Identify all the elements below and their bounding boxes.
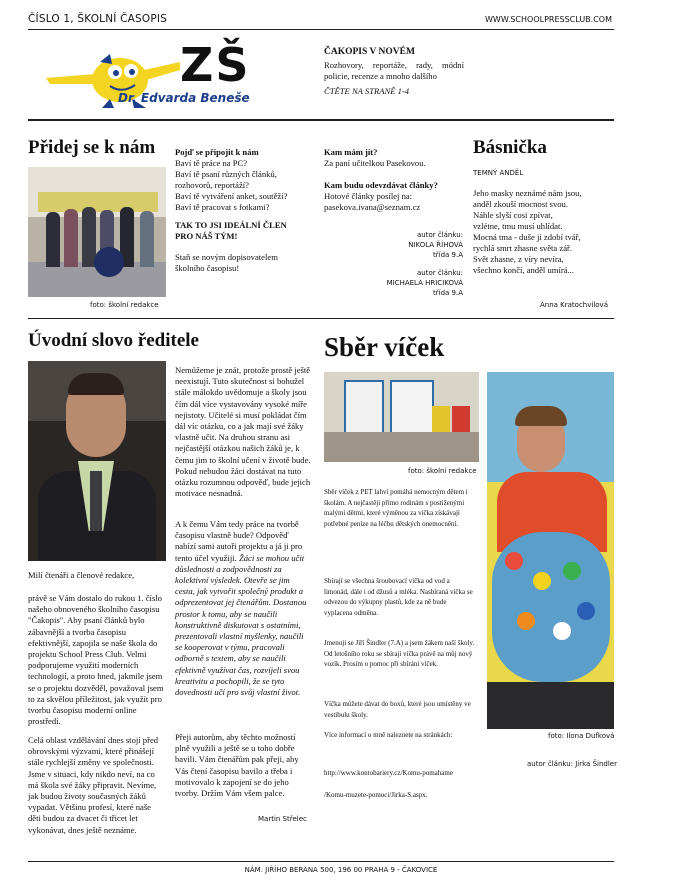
logo-letters: ZŠ	[180, 38, 251, 92]
join-callout: TAK TO JSI IDEÁLNÍ ČLEN PRO NÁŠ TÝM!	[175, 220, 287, 241]
poem-line: všechno končí, anděl umírá...	[473, 265, 574, 275]
join-line: Baví tě vytváření anket, soutěží?	[175, 191, 288, 201]
author-label: autor článku:	[416, 269, 463, 277]
issue-label: ČÍSLO 1, ŠKOLNÍ ČASOPIS	[28, 13, 168, 25]
director-col2-p2-italic: Žáci se mohou učit důslednosti a zodpovědnosti za kolektivní výsledek. Otevře se jim cesta, jak vytvořit společný produkt a odprezentovat jej čtenářům. Dostanou prostor k tomu, aby se naučili konstruktivně diskutovat s ostatními, prezentovali vlastní myšlenky, naučili se kooperovat v týmu, pracovali odborně s textem, aby se naučili efektivně využívat čas, rozvíjeli svou kreativitu a pochopili, že se tyto dovednosti učí pro svůj vlastní život.	[175, 552, 307, 698]
caps-caption-2: foto: Ilona Dufková	[548, 732, 615, 740]
footer-rule	[28, 861, 614, 862]
poem-heading: Básnička	[473, 137, 547, 158]
school-logo	[40, 38, 310, 108]
director-col1-p2: Celá oblast vzdělávání dnes stojí před obrovskými výzvami, které přinášejí stále rychlejší změny ve společnosti. Jsme v situaci, kdy nikdo neví, na co má škola své žáky připravit. Nevíme, jak budou životy současných žáků vypadat. Většinu profesí, které naše děti budou za dvacet či třicet let vykonávat, dnes ještě neznáme.	[28, 735, 159, 835]
director-col1-p1: právě se Vám dostalo do rukou 1. číslo našeho obnoveného školního časopisu "Čakopis". Aby psaní článků bylo zábavnější a tvorba časopisu efektivnější, zapojila se naše škola do projektu School Press Club. Velmi podporujeme využití moderních technologií, a proto hned, jakmile jsem se o projektu dozvěděl, považoval jsem to za skvělou příležitost, jak využít pro tvorbu časopisu moderní online prostředí.	[28, 593, 164, 727]
where-q2: Kam budu odevzdávat články?	[324, 180, 438, 190]
author-name: NIKOLA ŘÍHOVÁ	[408, 241, 463, 249]
logo-school-name: Dr. Edvarda Beneše	[118, 91, 250, 105]
caps-p2: Sbírají se všechna šroubovací víčka od vod a limonád, dále i od džusů a mléka. Nasbíraná víčka se odvezou do výkupny plastů, kde za ně bude vyplacena odměna.	[324, 577, 473, 617]
join-heading: Přidej se k nám	[28, 137, 156, 158]
caps-p5: Více informací o mně naleznete na stránkách:	[324, 731, 453, 739]
poem-author: Anna Kratochvílová	[540, 301, 608, 309]
caps-link-1[interactable]: http://www.kontobariery.cz/Komu-pomahame	[324, 769, 453, 777]
jiri-photo	[487, 372, 614, 729]
join-list	[175, 158, 305, 213]
section-rule-top	[28, 119, 614, 121]
author-label: autor článku:	[416, 231, 463, 239]
where-q1: Kam mám jít?	[324, 147, 378, 157]
author-class: třída 9.A	[433, 251, 463, 259]
caps-link-2[interactable]: /Komu-muzete-pomoci/Jirka-S.aspx.	[324, 791, 428, 799]
author-block-1	[340, 230, 463, 260]
team-photo	[28, 167, 166, 297]
join-photo-caption: foto: školní redakce	[90, 301, 159, 309]
header-rule	[28, 29, 614, 30]
author-name: MICHAELA HRICIKOVÁ	[386, 279, 463, 287]
caps-author: autor článku: Jirka Šindler	[527, 760, 617, 768]
caps-p3: Jmenuji se Jiří Šindler (7.A) a jsem žákem naší školy. Od letošního roku se sbírají víčka právě na můj nový vozík. Prosím o pomoc při sbírání víček.	[324, 639, 475, 668]
join-question: Pojď se připojit k nám	[175, 147, 259, 157]
director-signature: Martin Střelec	[258, 815, 307, 823]
where-a1: Za paní učitelkou Pasekovou.	[324, 158, 426, 168]
join-line: Baví tě psaní různých článků, rozhovorů, reportáží?	[175, 169, 277, 190]
poem-line: anděl zkouší mocnost svou.	[473, 199, 568, 209]
director-col2-p2-plain: A k čemu Vám tedy práce na tvorbě časopisu vlastně bude? Odpověď nabízí sami autoři projektu a já ji pro tento účel využiji.	[175, 519, 303, 563]
poem-line: Jeho masky neznámé nám jsou,	[473, 188, 582, 198]
website-link[interactable]: WWW.SCHOOLPRESSCLUB.COM	[485, 15, 612, 24]
join-invite: Staň se novým dopisovatelem školního časopisu!	[175, 252, 278, 273]
director-photo	[28, 361, 166, 561]
director-col2-p1: Nemůžeme je znát, protože prostě ještě neexistují. Tuto skutečnost si bohužel stále málokdo uvědomuje a školy jsou čím dál více vystavovány vysoké míře nejistoty. Učitelé si musí pokládat čím dál víc otázku, co a jak mají své žáky vlastně učit. Na druhou stranu asi nejčastější otázkou našich žáků je, k čemu jim to školní učení v životě bude. Pokud nebudou žáci dostávat na tuto otázku rozumnou odpověď, bude jejich motivace nesnadná.	[175, 365, 311, 499]
author-class: třída 9.A	[433, 289, 463, 297]
poem-line: rychlá smrt zhasne světa zář.	[473, 243, 573, 253]
teaser-title: ČAKOPIS V NOVÉM	[324, 47, 415, 57]
caps-heading: Sběr víček	[324, 332, 445, 362]
caps-caption-1: foto: školní redakce	[408, 467, 477, 475]
footer-address: NÁM. JIŘÍHO BERANA 500, 196 00 PRAHA 9 - ČAKOVICE	[244, 866, 438, 874]
director-col2-p3: Přeji autorům, aby těchto možností plně využili a ještě se u toho dobře bavili. Vám čtenářům pak přeji, aby Vás čtení časopisu bavilo a třeba i motivovalo k zapojení se do jeho tvorby. Držím Vám všem palce.	[175, 732, 299, 799]
caps-p4: Víčka můžete dávat do boxů, které jsou umístěny ve vestibulu školy.	[324, 700, 471, 719]
caps-p1: Sběr víček z PET lahví pomáhá nemocným dětem i školám. A nejčastěji přímo rodinám s postiženými malými dětmi, které výměnou za víčka získávají potřebné peníze na léčbu dětských onemocnění.	[324, 488, 468, 528]
poem-title: TEMNÝ ANDĚL	[473, 169, 524, 177]
director-heading: Úvodní slovo ředitele	[28, 330, 199, 351]
teaser-see: ČTĚTE NA STRANĚ 1-4	[324, 86, 410, 96]
poem-line: Svět zhasne, z víry nevíra,	[473, 254, 564, 264]
author-block-2	[340, 268, 463, 298]
director-greeting: Milí čtenáři a členové redakce,	[28, 570, 135, 580]
director-col2-p2	[175, 519, 311, 698]
poem-body	[473, 188, 613, 276]
poem-line: Mocná tma - duše jí zdobí tvář,	[473, 232, 581, 242]
poem-line: Náhle slyší cosi zpívat,	[473, 210, 553, 220]
join-line: Baví tě pracovat s fotkami?	[175, 202, 270, 212]
poem-line: vzlétne, tmu musí uhlídat.	[473, 221, 563, 231]
where-a2: Hotové články posílej na: pasekova.ivana@seznam.cz	[324, 191, 421, 212]
caps-box-photo	[324, 372, 479, 462]
teaser-text: Rozhovory, reportáže, rady, módní policie, recenze a mnoho dalšího	[324, 60, 464, 81]
section-rule-mid	[28, 318, 614, 319]
join-line: Baví tě práce na PC?	[175, 158, 248, 168]
